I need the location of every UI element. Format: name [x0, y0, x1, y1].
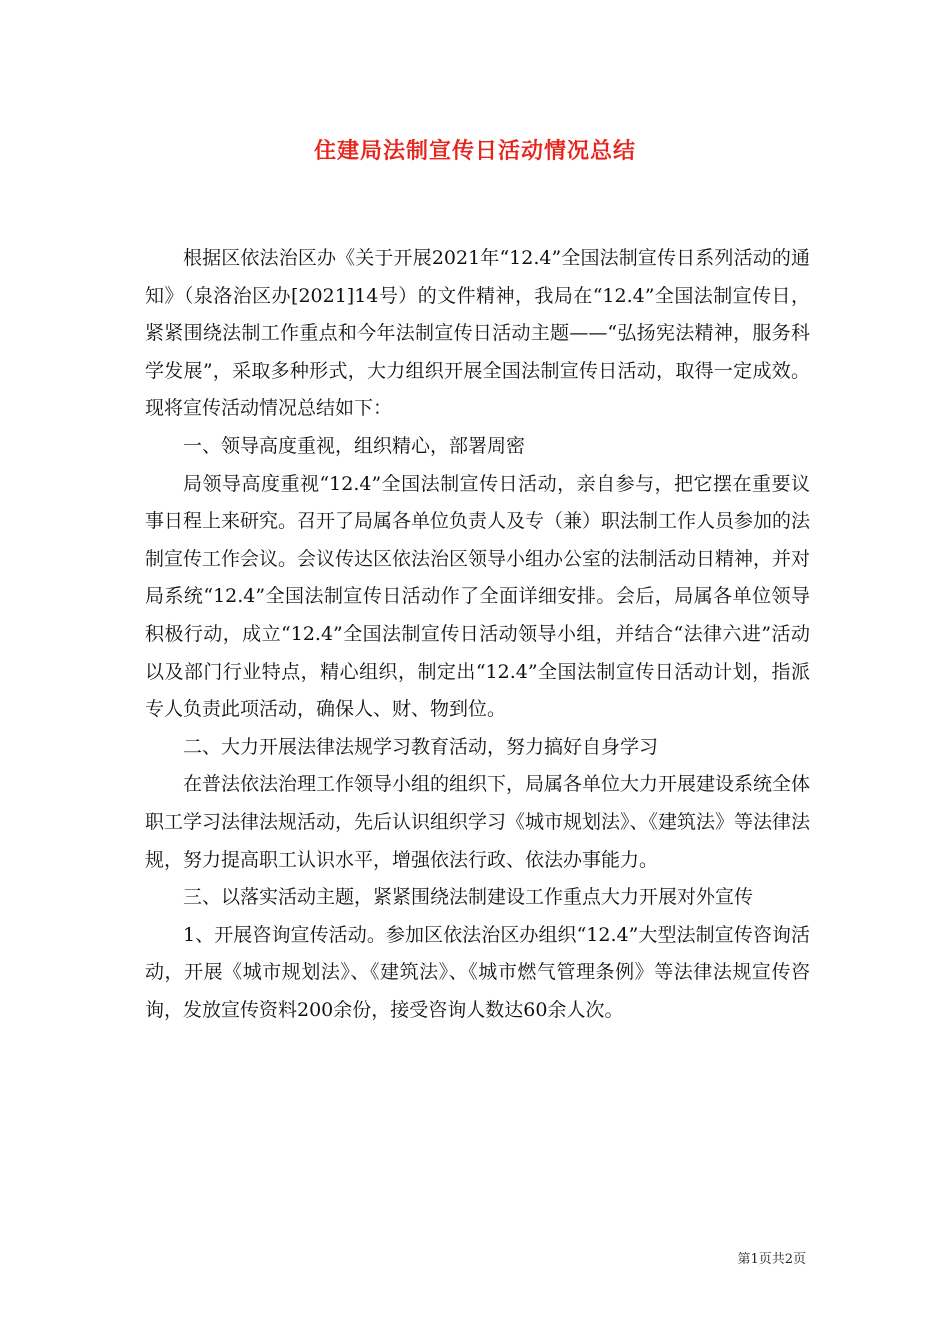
- section-heading-2: 二、大力开展法律法规学习教育活动，努力搞好自身学习: [183, 735, 659, 758]
- document-body: [145, 240, 810, 1029]
- section-heading-3: 三、以落实活动主题，紧紧围绕法制建设工作重点大力开展对外宣传: [183, 886, 754, 909]
- section-heading-1: 一、领导高度重视，组织精心，部署周密: [183, 434, 526, 457]
- paragraph-section-1: 局领导高度重视“12.4”全国法制宣传日活动，亲自参与，把它摆在重要议事日程上来研究。召开了局属各单位负责人及专（兼）职法制工作人员参加的法制宣传工作会议。会议传达区依法治区领导小组办公室的法制活动日精神，并对局系统“12.4”全国法制宣传日活动作了全面详细安排。会后，局属各单位领导积极行动，成立“12.4”全国法制宣传日活动领导小组，并结合“法律六进”活动以及部门行业特点，精心组织，制定出“12.4”全国法制宣传日活动计划，指派专人负责此项活动，确保人、财、物到位。: [145, 472, 811, 721]
- document-title: 住建局法制宣传日活动情况总结: [313, 138, 636, 164]
- paragraph-intro: 根据区依法治区办《关于开展2021年“12.4”全国法制宣传日系列活动的通知》（泉洛治区办[2021]14号）的文件精神，我局在“12.4”全国法制宣传日，紧紧围绕法制工作重点和今年法制宣传日活动主题——“弘扬宪法精神，服务科学发展”，采取多种形式，大力组织开展全国法制宣传日活动，取得一定成效。现将宣传活动情况总结如下：: [145, 247, 810, 420]
- page-number: 第1页共2页: [737, 1252, 806, 1267]
- paragraph-section-2: 在普法依法治理工作领导小组的组织下，局属各单位大力开展建设系统全体职工学习法律法规活动，先后认识组织学习《城市规划法》、《建筑法》等法律法规，努力提高职工认识水平，增强依法行政、依法办事能力。: [145, 773, 811, 871]
- paragraph-section-3-item-1: 1、开展咨询宣传活动。参加区依法治区办组织“12.4”大型法制宣传咨询活动，开展《城市规划法》、《建筑法》、《城市燃气管理条例》等法律法规宣传咨询，发放宣传资料200余份，接受咨询人数达60余人次。: [145, 923, 810, 1021]
